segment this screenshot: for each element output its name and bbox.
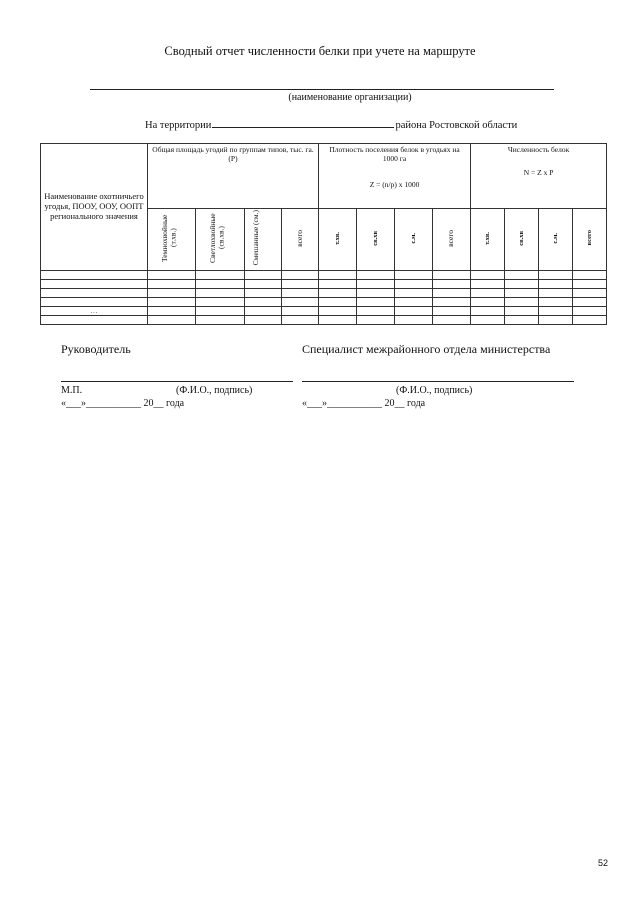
count-formula: N = Z x P bbox=[523, 167, 554, 177]
subheader-count-dark-conifer: т.хв. bbox=[471, 209, 505, 271]
organization-caption: (наименование организации) bbox=[288, 92, 412, 103]
left-signature-line bbox=[61, 381, 293, 382]
subheader-density-total: всего bbox=[433, 209, 471, 271]
table-row bbox=[41, 306, 607, 316]
subheader-area-mixed: Смешанные (см.) bbox=[245, 209, 282, 271]
subheader-area-dark-conifer: Темнохвойные (т.хв.) bbox=[148, 209, 196, 271]
organization-line bbox=[90, 89, 554, 90]
subheader-count-light-conifer: св.хв bbox=[505, 209, 539, 271]
table-row bbox=[41, 288, 607, 297]
right-date-line: «___»___________ 20__ года bbox=[302, 398, 426, 409]
header-total-area bbox=[148, 144, 319, 209]
table-row bbox=[41, 297, 607, 306]
header-squirrel-count bbox=[471, 144, 607, 209]
territory-suffix: района Ростовской области bbox=[395, 120, 518, 131]
subheader-area-light-conifer: Светлохвойные (св.хв.) bbox=[196, 209, 245, 271]
territory-line bbox=[145, 118, 517, 131]
table-row bbox=[41, 270, 607, 279]
table-row bbox=[41, 279, 607, 288]
territory-prefix: На территории bbox=[145, 120, 212, 131]
territory-blank bbox=[212, 118, 394, 128]
left-mp-label: М.П. bbox=[61, 385, 83, 396]
density-formula: Z = (n/p) x 1000 bbox=[369, 180, 420, 190]
document-title: Сводный отчет численности белки при учете на маршруте bbox=[164, 44, 476, 58]
header-density-label: Плотность поселения белок в угодьях на 1000 га bbox=[329, 145, 460, 163]
header-hunting-ground-name: Наименование охотничьего угодья, ПООУ, ООУ, ООПТ регионального значения bbox=[41, 144, 148, 271]
table-header-row-1 bbox=[41, 144, 607, 209]
subheader-count-total: всего bbox=[573, 209, 607, 271]
subheader-density-light-conifer: св.хв bbox=[357, 209, 395, 271]
header-squirrel-count-label: Численность белок bbox=[507, 145, 570, 154]
left-fio-caption: (Ф.И.О., подпись) bbox=[176, 385, 253, 396]
subheader-density-dark-conifer: т.хв. bbox=[319, 209, 357, 271]
table-row bbox=[41, 316, 607, 325]
subheader-density-mixed: с.м. bbox=[395, 209, 433, 271]
summary-table bbox=[40, 143, 607, 325]
left-signature-title: Руководитель bbox=[61, 342, 131, 356]
page-number: 52 bbox=[598, 858, 609, 868]
header-total-area-label: Общая площадь угодий по группам типов, тыс. га. (P) bbox=[152, 145, 314, 163]
subheader-area-total: всего bbox=[282, 209, 319, 271]
subheader-count-mixed: с.м. bbox=[539, 209, 573, 271]
right-signature-line bbox=[302, 381, 574, 382]
header-density bbox=[319, 144, 471, 209]
right-fio-caption: (Ф.И.О., подпись) bbox=[396, 385, 473, 396]
right-signature-title: Специалист межрайонного отдела министерства bbox=[302, 342, 551, 356]
ellipsis-cell: … bbox=[41, 306, 148, 316]
left-date-line: «___»___________ 20__ года bbox=[61, 398, 185, 409]
